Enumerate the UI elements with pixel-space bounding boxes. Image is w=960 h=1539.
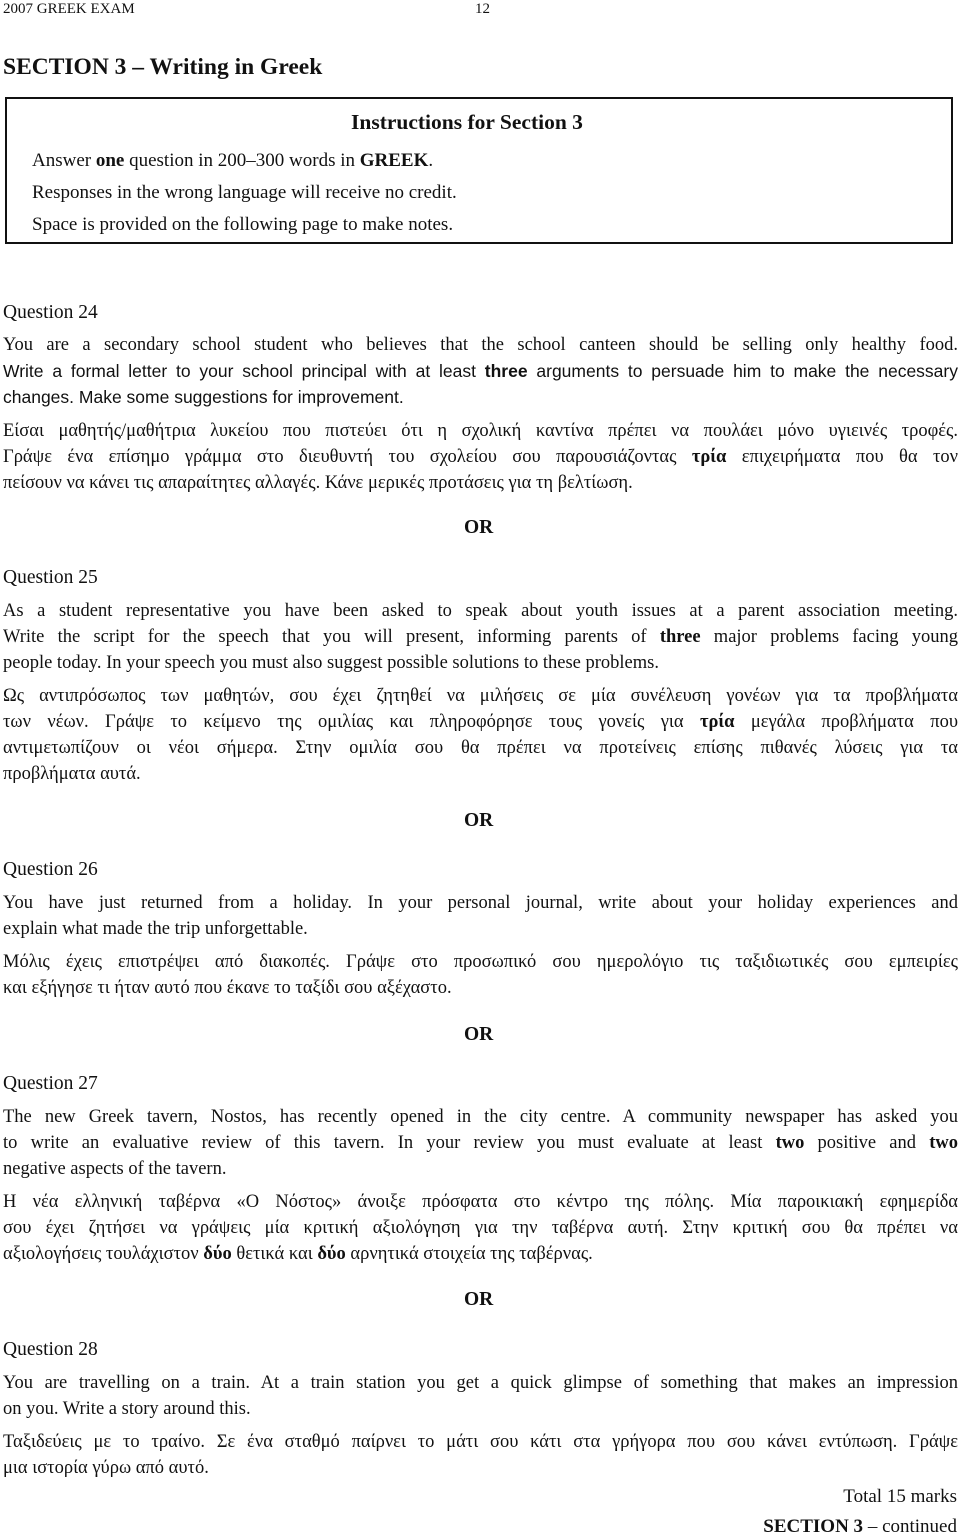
footer-continued: SECTION 3 – continued [763,1516,957,1537]
question-27-greek: Η νέα ελληνική ταβέρνα «Ο Νόστος» άνοιξε πρόσφατα στο κέντρο της πόλης. Μία παροικιακή εφημερίδα σου έχει ζητήσει να γράψεις μία κριτική αξιολόγηση για την ταβέρνα αυτή. Στην κριτική σου θα πρέπει να αξιολογήσεις τουλάχιστον δύο θετικά και δύο αρνητικά στοιχεία της ταβέρνας. [3,1192,958,1264]
page-number: 12 [475,1,490,17]
or-divider: OR [464,1289,494,1310]
instruction-line-3: Space is provided on the following page to make notes. [32,214,454,235]
or-divider: OR [464,1024,494,1045]
page-header [3,0,953,20]
question-25-greek: Ως αντιπρόσωπος των μαθητών, σου έχει ζητηθεί να μιλήσεις σε μία συνέλευση γονέων για τα προβλήματα των νέων. Γράψε το κείμενο της ομιλίας και πληροφόρησε τους γονείς για τρία μεγάλα προβλήματα που αντιμετωπίζουν οι νέοι σήμερα. Στην ομιλία σου θα πρέπει να προτείνεις επίσης πιθανές λύσεις για τα προβλήματα αυτά. [3,686,958,784]
question-28-label: Question 28 [3,1339,98,1360]
or-divider: OR [464,810,494,831]
question-24-greek: Είσαι μαθητής/μαθήτρια λυκείου που πιστεύει ότι η σχολική καντίνα πρέπει να πουλάει μόνο υγιεινές τροφές. Γράψε ένα επίσημο γράμμα στο διευθυντή του σχολείου σου παρουσιάζοντας τρία επιχειρήματα που θα τον πείσουν να κάνει τις απαραίτητες αλλαγές. Κάνε μερικές προτάσεις για τη βελτίωση. [3,421,959,493]
question-26-english: You have just returned from a holiday. In your personal journal, write about your holiday experiences and explain what made the trip unforgettable. [3,893,958,939]
instruction-line-1: Answer one question in 200–300 words in GREEK. [32,150,434,171]
question-24-english: You are a secondary school student who believes that the school canteen should be selling only healthy food. [3,335,958,355]
question-26-label: Question 26 [3,859,98,880]
exam-title: 2007 GREEK EXAM [3,1,135,17]
total-marks: Total 15 marks [843,1486,957,1507]
or-divider: OR [464,517,494,538]
question-24-english-cont: Write a formal letter to your school principal with at least three arguments to persuade him to make the necessary changes. Make some suggestions for improvement. [3,361,958,407]
instructions-box [5,97,953,244]
question-27-label: Question 27 [3,1073,98,1094]
question-28-greek: Ταξιδεύεις με το τραίνο. Σε ένα σταθμό παίρνει το μάτι σου κάτι στα γρήγορα που σου κάνει εντύπωση. Γράψε μια ιστορία γύρω από αυτό. [3,1432,958,1478]
question-26-greek: Μόλις έχεις επιστρέψει από διακοπές. Γράψε στο προσωπικό σου ημερολόγιο τις ταξιδιωτικές σου εμπειρίες και εξήγησε τι ήταν αυτό που έκανε το ταξίδι σου αξέχαστο. [3,952,958,998]
question-25-label: Question 25 [3,567,98,588]
question-28-english: You are travelling on a train. At a train station you get a quick glimpse of something that makes an impression on you. Write a story around this. [3,1373,958,1419]
instructions-title: Instructions for Section 3 [351,110,583,134]
question-27-english: The new Greek tavern, Nostos, has recently opened in the city centre. A community newspaper has asked you to write an evaluative review of this tavern. In your review you must evaluate at least two positive and two negative aspects of the tavern. [3,1107,958,1179]
section-title: SECTION 3 – Writing in Greek [3,54,323,80]
question-25-english: As a student representative you have been asked to speak about youth issues at a parent association meeting. Write the script for the speech that you will present, informing parents of three major problems facing young people today. In your speech you must also suggest possible solutions to these problems. [3,601,958,673]
question-24-label: Question 24 [3,302,98,323]
instruction-line-2: Responses in the wrong language will receive no credit. [32,182,457,203]
